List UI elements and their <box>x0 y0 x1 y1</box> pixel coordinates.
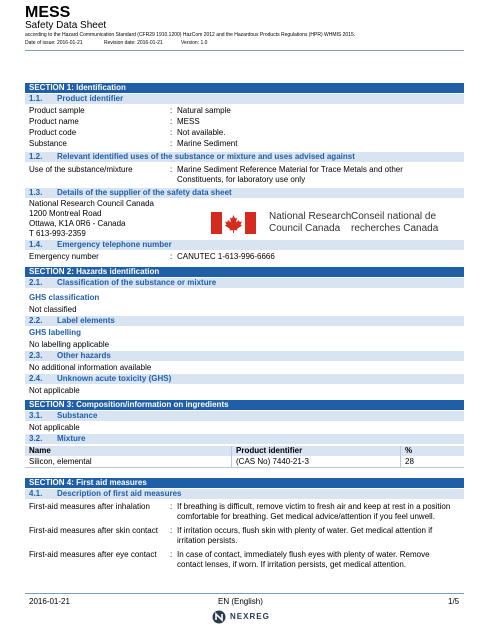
first-aid-text: If irritation occurs, flush skin with plenty of water. Get medical attention if <box>177 526 433 535</box>
field-value: MESS <box>177 117 200 126</box>
table-header-row <box>25 446 464 456</box>
subsection-4-1: 4.1. Description of first aid measures <box>25 489 464 499</box>
emergency-value: CANUTEC 1-613-996-6666 <box>177 252 275 261</box>
field-value: Not available. <box>177 128 226 137</box>
nexreg-logo <box>212 610 270 624</box>
nexreg-wordmark: NEXREG <box>230 612 270 621</box>
document-title: MESS <box>25 4 71 21</box>
subsection-3-2: 3.2. Mixture <box>25 434 464 444</box>
first-aid-text: If breathing is difficult, remove victim to fresh air and keep at rest in a position <box>177 502 451 511</box>
use-label: Use of the substance/mixture <box>29 165 133 174</box>
column-header: Product identifier <box>232 446 401 456</box>
subsection-2-4: 2.4. Unknown acute toxicity (GHS) <box>25 374 464 384</box>
issue-date: Date of issue: 2016-01-21 <box>25 40 83 46</box>
section-2-heading: SECTION 2: Hazards identification <box>25 267 464 277</box>
subsection-3-1: 3.1. Substance <box>25 411 464 421</box>
logo-text-fr-1: Conseil national de <box>351 211 437 222</box>
subsection-1-3: 1.3. Details of the supplier of the safety data sheet <box>25 188 464 198</box>
first-aid-text: contact lenses, if worn. If irritation persists, get medical attention. <box>177 560 406 569</box>
first-aid-text: comfortable for breathing. Get medical advice/attention if you feel unwell. <box>177 512 435 521</box>
nrc-logo <box>211 210 471 236</box>
subsection-1-1: 1.1. Product identifier <box>25 94 464 104</box>
field-label: Product name <box>29 117 79 126</box>
logo-text-en-2: Council Canada <box>269 223 341 234</box>
supplier-city: Ottawa, K1A 0R6 - Canada <box>29 219 126 228</box>
supplier-address: 1200 Montreal Road <box>29 209 102 218</box>
table-cell: Silicon, elemental <box>25 456 232 468</box>
column-header: % <box>401 446 465 456</box>
section-4-heading: SECTION 4: First aid measures <box>25 478 464 488</box>
section-3-heading: SECTION 3: Composition/information on ingredients <box>25 400 464 410</box>
field-label: Product code <box>29 128 77 137</box>
subsection-1-4: 1.4. Emergency telephone number <box>25 240 464 250</box>
footer-rule <box>25 593 464 594</box>
field-value: Natural sample <box>177 106 231 115</box>
first-aid-label: First-aid measures after eye contact <box>29 550 157 559</box>
document-subtitle: Safety Data Sheet <box>25 20 107 31</box>
ghs-classification-value: Not classified <box>29 305 77 314</box>
section-1-heading: SECTION 1: Identification <box>25 83 464 93</box>
emergency-label: Emergency number <box>29 252 99 261</box>
subsection-2-3: 2.3. Other hazards <box>25 351 464 361</box>
field-label: Product sample <box>29 106 85 115</box>
document-dates <box>25 40 207 47</box>
ghs-classification-heading: GHS classification <box>29 293 100 302</box>
other-hazards-value: No additional information available <box>29 363 152 372</box>
subsection-2-1: 2.1. Classification of the substance or mixture <box>25 278 464 288</box>
first-aid-text: In case of contact, immediately flush eyes with plenty of water. Remove <box>177 550 430 559</box>
table-cell: (CAS No) 7440-21-3 <box>232 456 401 468</box>
supplier-name: National Research Council Canada <box>29 199 154 208</box>
footer-date: 2016-01-21 <box>29 597 70 606</box>
footer-language: EN (English) <box>218 597 263 606</box>
unknown-toxicity-value: Not applicable <box>29 386 80 395</box>
logo-text-fr-2: recherches Canada <box>351 223 439 234</box>
column-header: Name <box>25 446 232 456</box>
subsection-1-2: 1.2. Relevant identified uses of the substance or mixture and uses advised against <box>25 152 464 162</box>
ghs-labelling-value: No labelling applicable <box>29 340 110 349</box>
composition-table <box>25 446 464 468</box>
supplier-phone: T 613-993-2359 <box>29 229 86 238</box>
logo-text-en-1: National Research <box>269 211 352 222</box>
field-value: Marine Sediment <box>177 139 238 148</box>
field-label: Substance <box>29 139 67 148</box>
use-value-line-1: Marine Sediment Reference Material for Trace Metals and other <box>177 165 403 174</box>
header-rule <box>25 50 464 51</box>
table-cell: 28 <box>401 456 465 468</box>
use-value-line-2: Constituents, for laboratory use only <box>177 175 306 184</box>
substance-value: Not applicable <box>29 423 80 432</box>
first-aid-text: irritation persists. <box>177 536 238 545</box>
footer-page: 1/5 <box>448 597 460 606</box>
first-aid-label: First-aid measures after skin contact <box>29 526 158 535</box>
table-row <box>25 456 464 468</box>
subsection-2-2: 2.2. Label elements <box>25 316 464 326</box>
version: Version: 1.0 <box>181 40 208 46</box>
sds-page: MESS Safety Data Sheet according to the Hazard Communication Standard (CFR29 1910.1200) HazCom 2012 and the Hazardous Products Regulations (HPR) WHMIS 2015. Date of issue: 2016-01-21 Revision date: 2016-01-21 Version: 1.0 SECTION 1: Identification 1.1. Product identifier Product sample : Natural sample Product name : MESS Product code : Not available. Substance : Marine Sediment 1.2. Relevant identified uses of the substance or mixture and uses advised against Use of the substance/mixture : Marine Sediment Reference Material for Trace Metals and other Constituents, for laboratory use only 1.3. Details of the supplier of the safety data sheet National Research Council Canada 1200 Montreal Road Ottawa, K1A 0R6 - Canada T 613-993-2359 National Research Council Canada Conseil national de recherches Canada 1.4. Emergency telephone number Emergency number : CANUTEC 1-613-996-6666 SECTION 2: Hazards identification 2.1. Classification of the substance or mixture GHS classification Not classified 2.2. Label elements GHS labelling No labelling applicable 2.3. Other hazards No additional information available 2.4. Unknown acute toxicity (GHS) Not applicable SECTION 3: Composition/information on ingredients 3.1. Substance Not applicable 3.2. Mixture Name Product identifier % Silicon, elemental (CAS No) 7440-21-3 28 SECTION 4: First aid measures 4.1. Description of first aid measures First-aid measures after inhalation : If breathing is difficult, remove victim to fresh air and keep at rest in a position comfortable for breathing. Get medical advice/attention if you feel unwell. First-aid measures after skin contact : If irritation occurs, flush skin with plenty of water. Get medical attention if irritation persists. First-aid measures after eye contact : In case of contact, immediately flush eyes with plenty of water. Remove contact lenses, if worn. If irritation persists, get medical attention. 2016-01-21 EN (English) 1/5 NEXREG <box>0 0 490 634</box>
ghs-labelling-heading: GHS labelling <box>29 328 82 337</box>
first-aid-label: First-aid measures after inhalation <box>29 502 150 511</box>
canada-flag-icon <box>211 212 256 234</box>
regulation-note: according to the Hazard Communication Standard (CFR29 1910.1200) HazCom 2012 and the Hazardous Products Regulations (HPR) WHMIS 2015. <box>25 32 356 38</box>
revision-date: Revision date: 2016-01-21 <box>104 40 163 46</box>
nexreg-icon <box>212 610 226 624</box>
